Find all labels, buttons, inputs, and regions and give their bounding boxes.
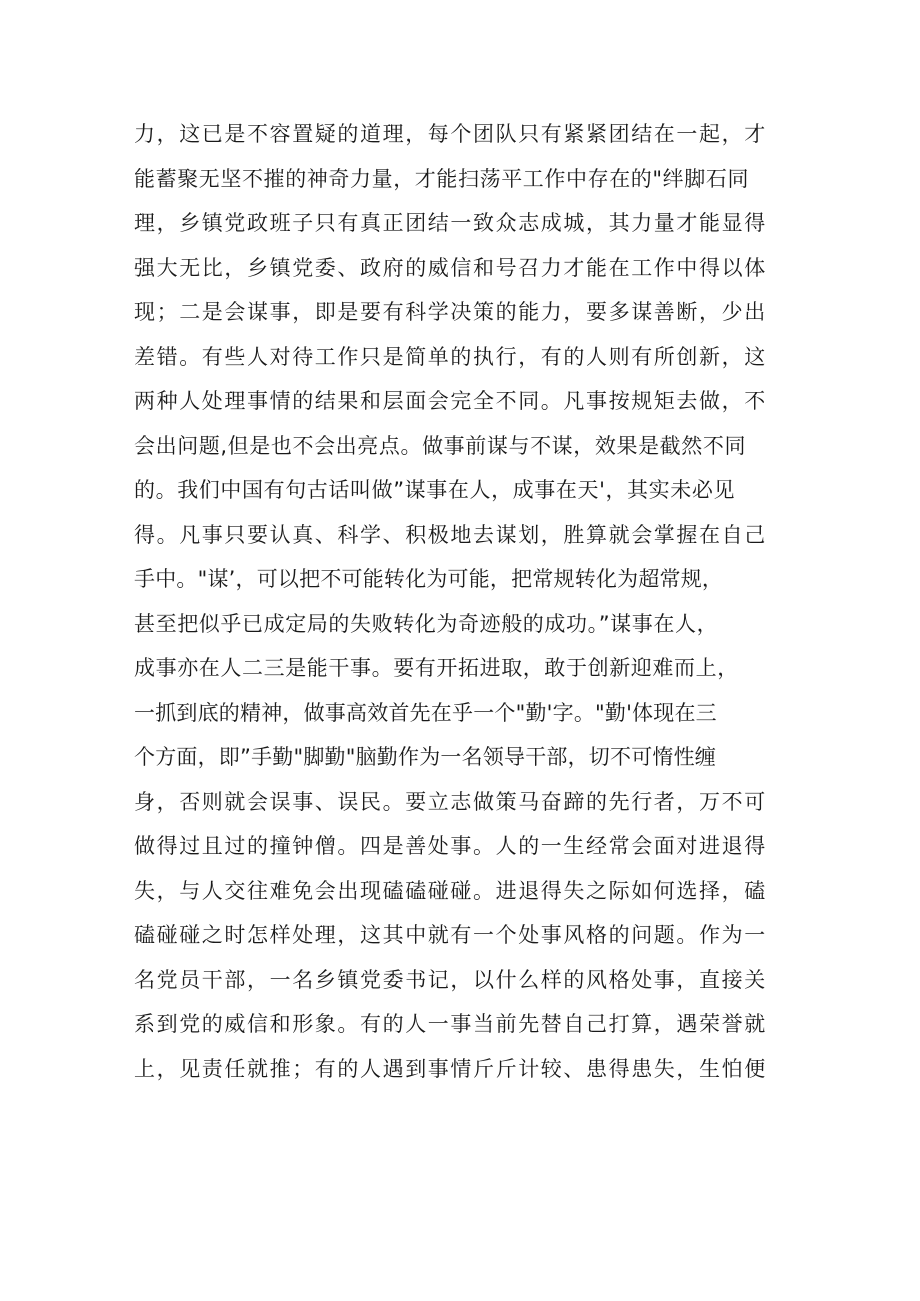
text-line: 能蓄聚无坚不摧的神奇力量，才能扫荡平工作中存在的"绊脚石同 — [134, 166, 750, 191]
text-line: 上，见责任就推；有的人遇到事情斤斤计较、患得患失，生怕便 — [134, 1056, 767, 1081]
text-line: 系到党的威信和形象。有的人一事当前先替自己打算，遇荣誉就 — [134, 1012, 767, 1036]
text-line: 手中。"谋’，可以把不可能转化为可能，把常规转化为超常规， — [134, 567, 724, 591]
text-line: 甚至把似乎已成定局的失败转化为奇迹般的成功。”谋事在人， — [134, 611, 719, 636]
text-line: 得。凡事只要认真、科学、积极地去谋划，胜算就会掌握在自己 — [134, 522, 767, 547]
text-line: 失，与人交往难免会出现磕磕碰碰。进退得失之际如何选择，磕 — [134, 878, 767, 903]
text-line: 磕碰碰之时怎样处理，这其中就有一个处事风格的问题。作为一 — [134, 923, 767, 947]
text-line: 差错。有些人对待工作只是简单的执行，有的人则有所创新，这 — [134, 344, 767, 369]
text-line: 的。我们中国有句古话叫做”谋事在人，成事在天'，其实未必见 — [134, 478, 736, 502]
text-line: 理，乡镇党政班子只有真正团结一致众志成城，其力量才能显得 — [134, 211, 767, 235]
text-line: 名党员干部，一名乡镇党委书记，以什么样的风格处事，直接关 — [134, 967, 767, 992]
text-line: 一抓到底的精神，做事高效首先在乎一个"勤'字。"勤'体现在三 — [134, 700, 717, 725]
text-line: 力，这已是不容置疑的道理，每个团队只有紧紧团结在一起，才 — [134, 122, 767, 146]
text-line: 做得过且过的撞钟僧。四是善处事。人的一生经常会面对进退得 — [134, 834, 767, 858]
text-line: 现；二是会谋事，即是要有科学决策的能力，要多谋善断，少出 — [134, 300, 767, 324]
text-line: 两种人处理事情的结果和层面会完全不同。凡事按规矩去做，不 — [134, 389, 767, 413]
text-line: 强大无比，乡镇党委、政府的威信和号召力才能在工作中得以体 — [134, 255, 767, 280]
text-line: 会出问题,但是也不会出亮点。做事前谋与不谋，效果是截然不同 — [134, 433, 747, 458]
text-line: 个方面，即”手勤"脚勤"脑勤作为一名领导干部，切不可惰性缠 — [134, 745, 716, 769]
body-text — [134, 112, 794, 1091]
text-line: 身，否则就会误事、误民。要立志做策马奋蹄的先行者，万不可 — [134, 789, 767, 814]
text-line: 成事亦在人二三是能干事。要有开拓进取，敢于创新迎难而上， — [134, 656, 739, 680]
